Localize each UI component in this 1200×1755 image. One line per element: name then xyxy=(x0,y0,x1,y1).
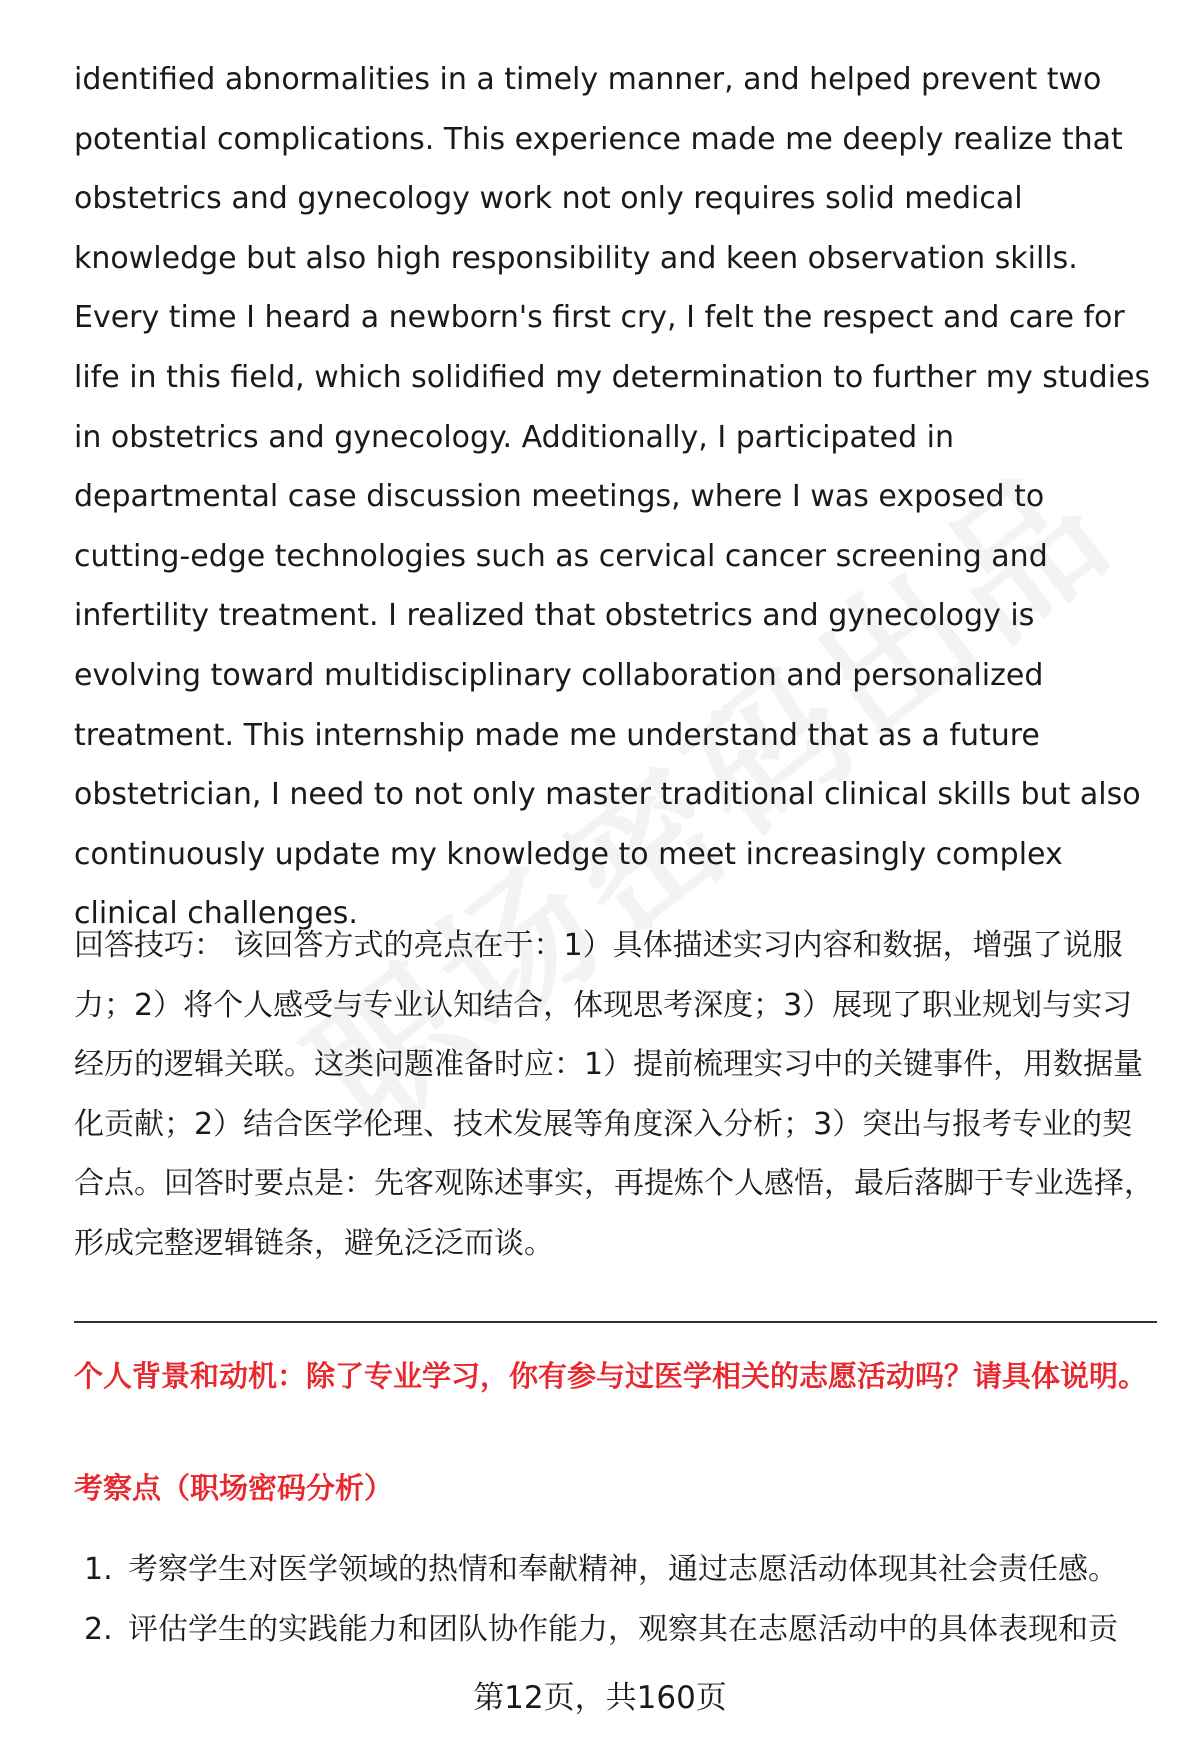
list-item-text: 评估学生的实践能力和团队协作能力，观察其在志愿活动中的具体表现和贡 xyxy=(128,1612,1118,1647)
list-item-text: 考察学生对医学领域的热情和奉献精神，通过志愿活动体现其社会责任感。 xyxy=(128,1552,1118,1587)
list-item xyxy=(84,1540,1164,1600)
page-footer: 第12页，共160页 xyxy=(473,1680,727,1716)
list-item-number: 2. xyxy=(84,1612,113,1647)
assessment-list xyxy=(84,1540,1164,1660)
assessment-heading: 考察点（职场密码分析） xyxy=(74,1471,394,1505)
list-item xyxy=(84,1600,1164,1660)
answer-tip-paragraph: 回答技巧： 该回答方式的亮点在于：1）具体描述实习内容和数据，增强了说服力；2）将个人感受与专业认知结合，体现思考深度；3）展现了职业规划与实习经历的逻辑关联。这类问题准备时应：1）提前梳理实习中的关键事件，用数据量化贡献；2）结合医学伦理、技术发展等角度深入分析；3）突出与报考专业的契合点。回答时要点是：先客观陈述事实，再提炼个人感悟，最后落脚于专业选择，形成完整逻辑链条，避免泛泛而谈。 xyxy=(74,928,1154,1261)
question-heading: 个人背景和动机：除了专业学习，你有参与过医学相关的志愿活动吗？请具体说明。 xyxy=(74,1359,1148,1393)
section-divider xyxy=(74,1321,1157,1323)
list-item-number: 1. xyxy=(84,1552,113,1587)
body-paragraph: identified abnormalities in a timely manner, and helped prevent two potential complications. This experience made me deeply realize that obstetrics and gynecology work not only requires solid medical knowledge but also high responsibility and keen observation skills. Every time I heard a newborn's first cry, I felt the respect and care for life in this field, which solidified my determination to further my studies in obstetrics and gynecology. Additionally, I participated in departmental case discussion meetings, where I was exposed to cutting-edge technologies such as cervical cancer screening and infertility treatment. I realized that obstetrics and gynecology is evolving toward multidisciplinary collaboration and personalized treatment. This internship made me understand that as a future obstetrician, I need to not only master traditional clinical skills but also continuously update my knowledge to meet increasingly complex clinical challenges. xyxy=(74,62,1151,932)
